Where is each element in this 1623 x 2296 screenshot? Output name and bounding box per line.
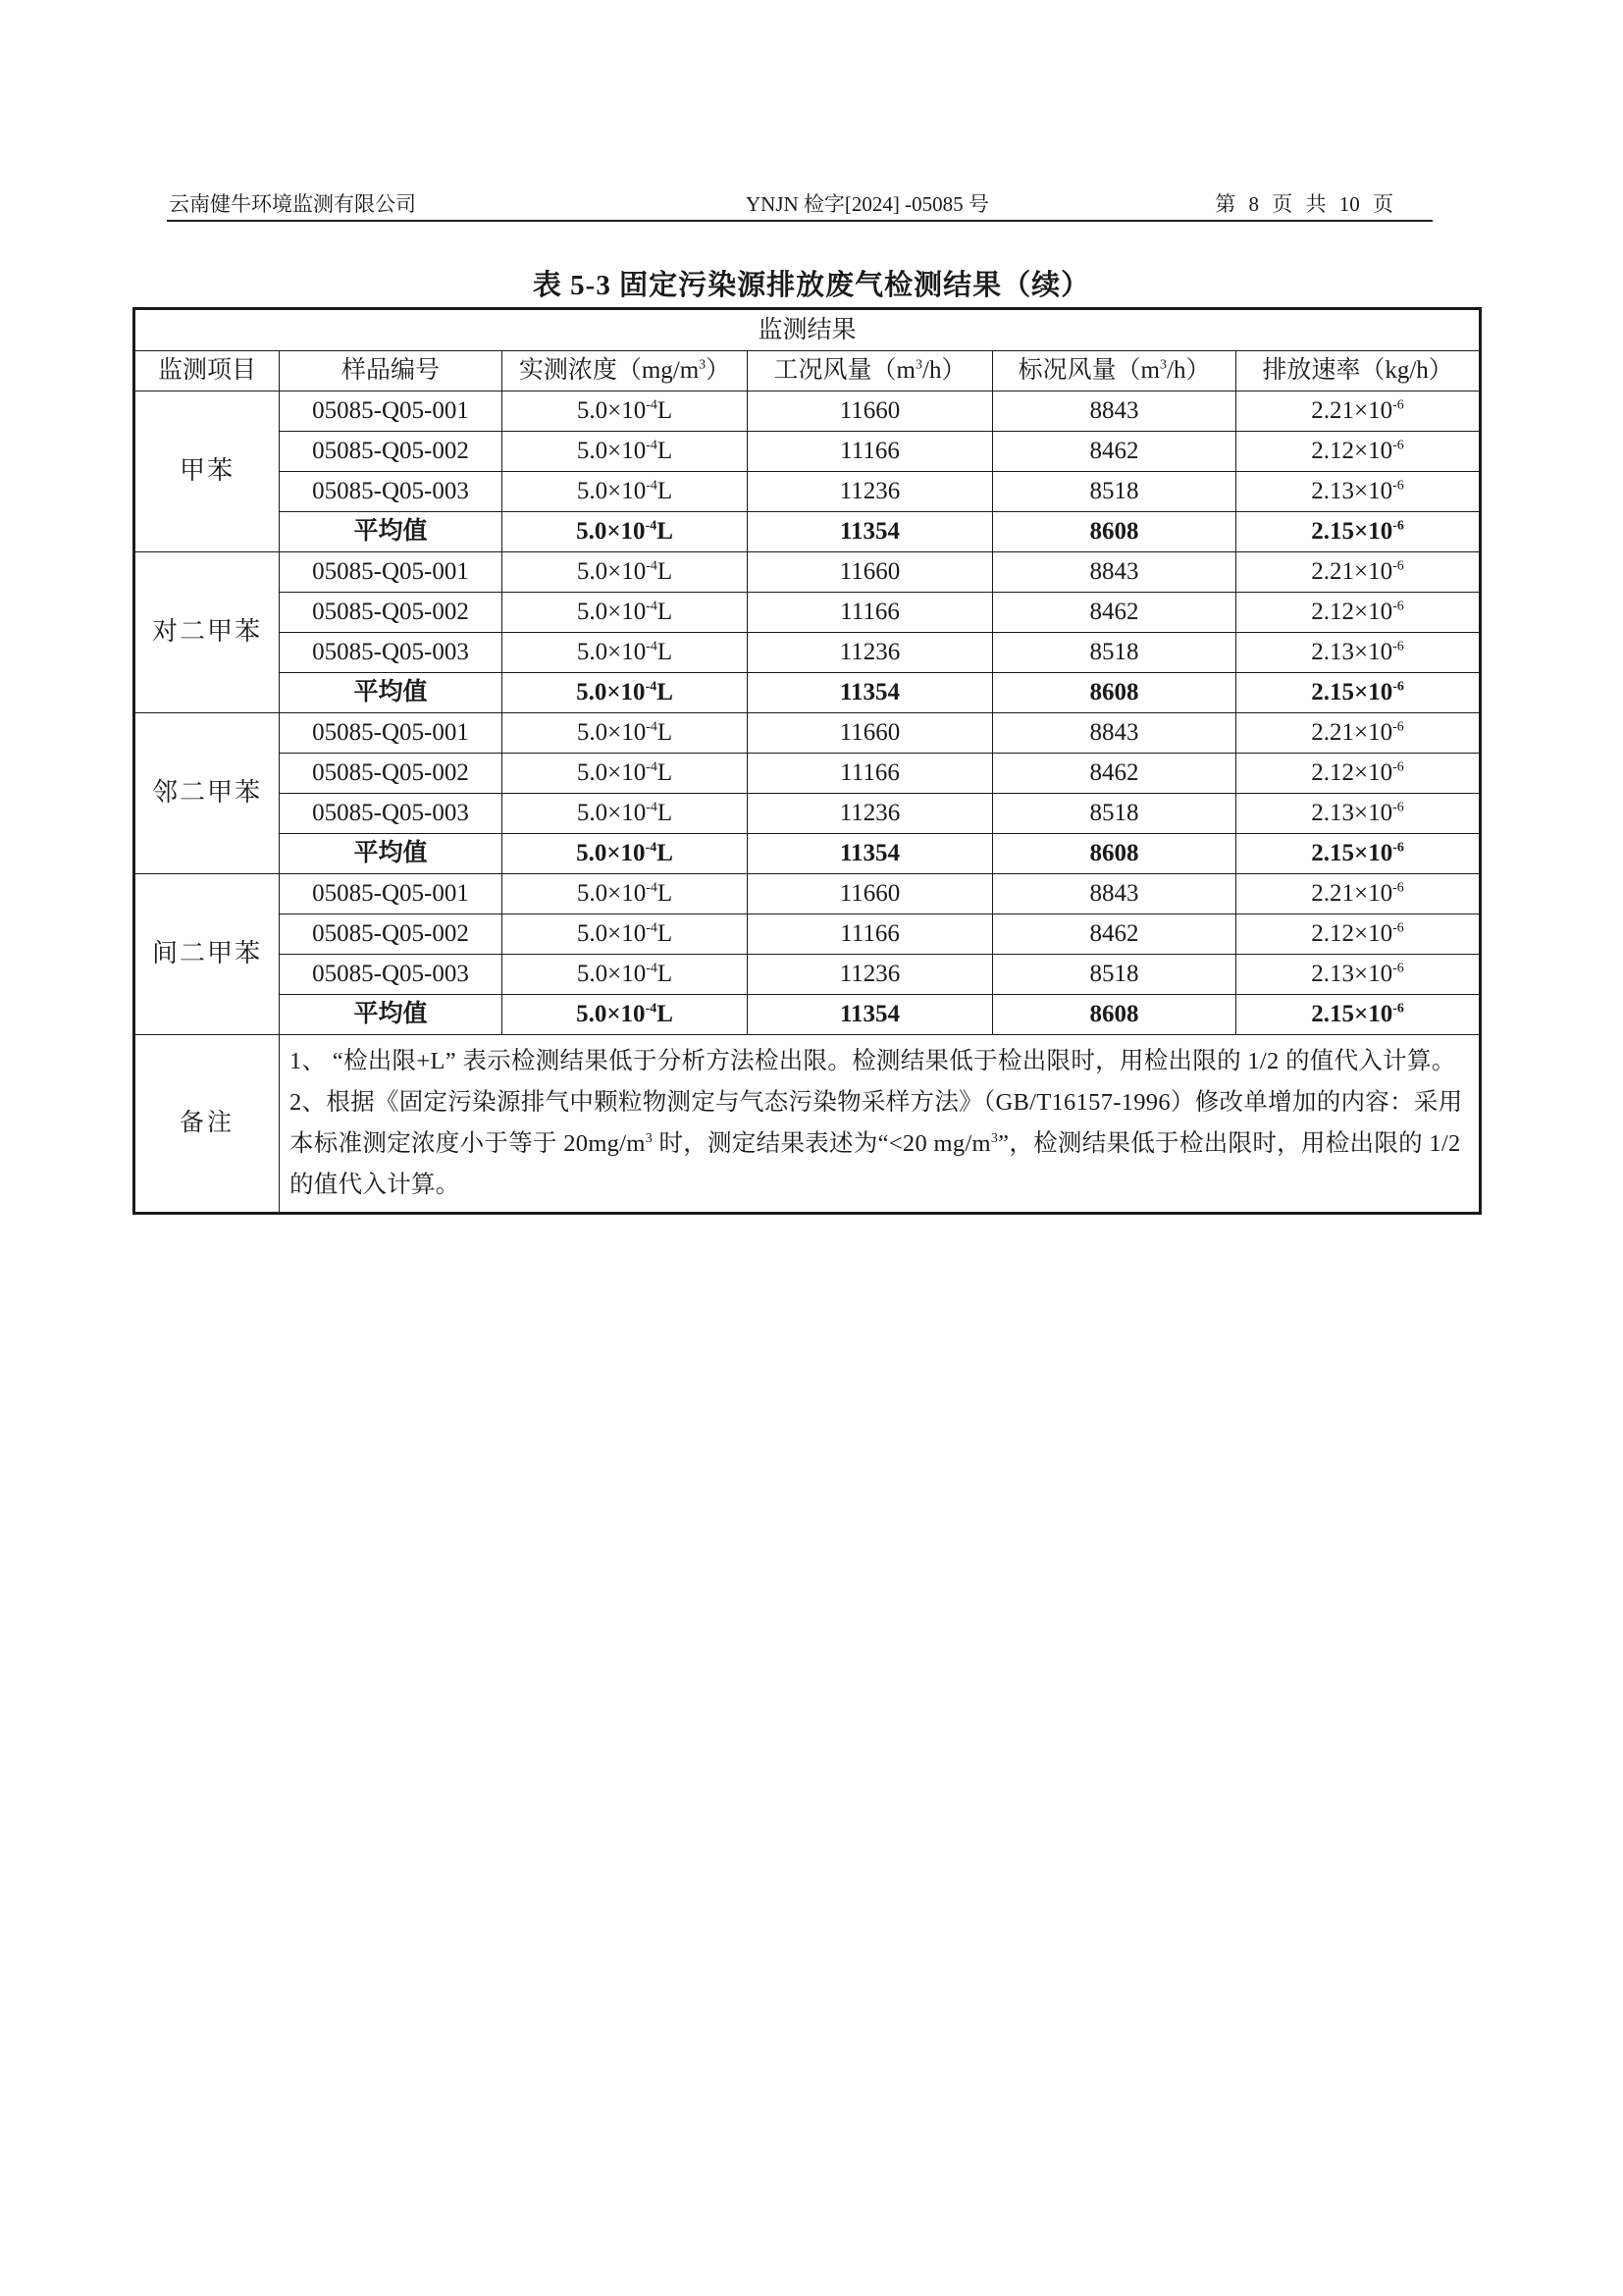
- document-number: YNJN 检字[2024] -05085 号: [746, 192, 989, 216]
- table-title: 表 5-3 固定污染源排放废气检测结果（续）: [532, 270, 1091, 301]
- std-flow-cell: 8518: [993, 794, 1236, 834]
- measured-conc-cell: $5.0\times 10^{-4}L$: [502, 633, 748, 673]
- std-flow-cell: 8843: [993, 713, 1236, 754]
- std-flow-cell: 8608: [993, 834, 1236, 874]
- monitoring-item-cell: 甲苯: [134, 391, 280, 552]
- work-flow-cell: 11354: [748, 512, 993, 552]
- sample-id-cell: 05085-Q05-002: [280, 432, 502, 472]
- emission-rate-cell: $2.15\times 10^{-6}$: [1236, 834, 1481, 874]
- measured-conc-cell: $5.0\times 10^{-4}L$: [502, 432, 748, 472]
- emission-rate-cell: $2.12\times 10^{-6}$: [1236, 593, 1481, 633]
- work-flow-cell: 11660: [748, 552, 993, 593]
- emission-rate-cell: $2.12\times 10^{-6}$: [1236, 914, 1481, 955]
- table-row: [134, 593, 1481, 633]
- std-flow-cell: 8608: [993, 512, 1236, 552]
- sample-id-cell: 05085-Q05-003: [280, 472, 502, 512]
- measured-conc-cell: $5.0\times 10^{-4}L$: [502, 955, 748, 995]
- emission-rate-cell: $2.13\times 10^{-6}$: [1236, 955, 1481, 995]
- sample-id-cell: 05085-Q05-002: [280, 593, 502, 633]
- page-number: 第 8 页 共 10 页: [1215, 192, 1393, 216]
- std-flow-cell: 8462: [993, 432, 1236, 472]
- table-row: [134, 794, 1481, 834]
- work-flow-cell: 11660: [748, 391, 993, 432]
- emission-rate-cell: $2.15\times 10^{-6}$: [1236, 995, 1481, 1035]
- table-row: [134, 391, 1481, 432]
- average-row: [134, 834, 1481, 874]
- sample-id-cell: 05085-Q05-002: [280, 914, 502, 955]
- average-row: [134, 673, 1481, 713]
- measured-conc-cell: $5.0\times 10^{-4}L$: [502, 391, 748, 432]
- work-flow-cell: 11166: [748, 593, 993, 633]
- emission-rate-cell: $2.21\times 10^{-6}$: [1236, 713, 1481, 754]
- std-flow-cell: 8843: [993, 552, 1236, 593]
- std-flow-cell: 8462: [993, 754, 1236, 794]
- sample-id-cell: 05085-Q05-001: [280, 552, 502, 593]
- work-flow-cell: 11354: [748, 834, 993, 874]
- work-flow-cell: 11236: [748, 955, 993, 995]
- work-flow-cell: 11166: [748, 754, 993, 794]
- table-row: [134, 552, 1481, 593]
- measured-conc-cell: $5.0\times 10^{-4}L$: [502, 673, 748, 713]
- measured-conc-cell: $5.0\times 10^{-4}L$: [502, 713, 748, 754]
- emission-rate-cell: $2.12\times 10^{-6}$: [1236, 754, 1481, 794]
- std-flow-cell: 8518: [993, 472, 1236, 512]
- std-flow-cell: 8608: [993, 995, 1236, 1035]
- sample-id-cell: 05085-Q05-002: [280, 754, 502, 794]
- notes-row: [134, 1035, 1481, 1214]
- measured-conc-cell: $5.0\times 10^{-4}L$: [502, 552, 748, 593]
- measured-conc-cell: $5.0\times 10^{-4}L$: [502, 874, 748, 914]
- emission-rate-cell: $2.15\times 10^{-6}$: [1236, 673, 1481, 713]
- table-row: [134, 874, 1481, 914]
- measured-conc-cell: $5.0\times 10^{-4}L$: [502, 472, 748, 512]
- monitoring-item-cell: 间二甲苯: [134, 874, 280, 1035]
- table-row: [134, 914, 1481, 955]
- measured-conc-cell: $5.0\times 10^{-4}L$: [502, 593, 748, 633]
- average-label-cell: 平均值: [280, 995, 502, 1035]
- average-row: [134, 512, 1481, 552]
- emission-rate-cell: $2.13\times 10^{-6}$: [1236, 633, 1481, 673]
- results-table: [132, 307, 1482, 1215]
- monitoring-item-cell: 对二甲苯: [134, 552, 280, 713]
- work-flow-cell: 11236: [748, 794, 993, 834]
- table-row: [134, 633, 1481, 673]
- measured-conc-cell: $5.0\times 10^{-4}L$: [502, 834, 748, 874]
- std-flow-cell: 8462: [993, 593, 1236, 633]
- col-header-std-flow: 标况风量$(m^3/h)$: [993, 351, 1236, 391]
- col-header-item: 监测项目: [134, 351, 280, 391]
- emission-rate-cell: $2.12\times 10^{-6}$: [1236, 432, 1481, 472]
- sample-id-cell: 05085-Q05-001: [280, 391, 502, 432]
- average-row: [134, 995, 1481, 1035]
- work-flow-cell: 11354: [748, 673, 993, 713]
- std-flow-cell: 8518: [993, 633, 1236, 673]
- table-row: [134, 472, 1481, 512]
- page-header: [167, 192, 1433, 222]
- table-row: [134, 754, 1481, 794]
- work-flow-cell: 11660: [748, 874, 993, 914]
- measured-conc-cell: $5.0\times 10^{-4}L$: [502, 794, 748, 834]
- std-flow-cell: 8843: [993, 874, 1236, 914]
- std-flow-cell: 8843: [993, 391, 1236, 432]
- measured-conc-cell: $5.0\times 10^{-4}L$: [502, 995, 748, 1035]
- work-flow-cell: 11236: [748, 472, 993, 512]
- monitoring-item-cell: 邻二甲苯: [134, 713, 280, 874]
- measured-conc-cell: $5.0\times 10^{-4}L$: [502, 914, 748, 955]
- average-label-cell: 平均值: [280, 834, 502, 874]
- work-flow-cell: 11166: [748, 432, 993, 472]
- table-row: [134, 432, 1481, 472]
- table-section-title-row: [134, 309, 1481, 351]
- work-flow-cell: 11354: [748, 995, 993, 1035]
- emission-rate-cell: $2.21\times 10^{-6}$: [1236, 552, 1481, 593]
- emission-rate-cell: $2.13\times 10^{-6}$: [1236, 472, 1481, 512]
- work-flow-cell: 11660: [748, 713, 993, 754]
- sample-id-cell: 05085-Q05-003: [280, 794, 502, 834]
- sample-id-cell: 05085-Q05-001: [280, 713, 502, 754]
- col-header-sample-id: 样品编号: [280, 351, 502, 391]
- average-label-cell: 平均值: [280, 673, 502, 713]
- std-flow-cell: 8608: [993, 673, 1236, 713]
- col-header-work-flow: 工况风量$(m^3/h)$: [748, 351, 993, 391]
- emission-rate-cell: $2.15\times 10^{-6}$: [1236, 512, 1481, 552]
- col-header-emission-rate: 排放速率（kg/h）: [1236, 351, 1481, 391]
- emission-rate-cell: $2.21\times 10^{-6}$: [1236, 874, 1481, 914]
- measured-conc-cell: $5.0\times 10^{-4}L$: [502, 754, 748, 794]
- notes-label: 备注: [134, 1035, 280, 1214]
- table-row: [134, 713, 1481, 754]
- company-name: 云南健牛环境监测有限公司: [169, 192, 416, 216]
- work-flow-cell: 11166: [748, 914, 993, 955]
- table-row: [134, 955, 1481, 995]
- average-label-cell: 平均值: [280, 512, 502, 552]
- column-header-row: [134, 351, 1481, 391]
- sample-id-cell: 05085-Q05-003: [280, 955, 502, 995]
- std-flow-cell: 8462: [993, 914, 1236, 955]
- emission-rate-cell: $2.21\times 10^{-6}$: [1236, 391, 1481, 432]
- std-flow-cell: 8518: [993, 955, 1236, 995]
- measured-conc-cell: $5.0\times 10^{-4}L$: [502, 512, 748, 552]
- sample-id-cell: 05085-Q05-001: [280, 874, 502, 914]
- work-flow-cell: 11236: [748, 633, 993, 673]
- col-header-measured-conc: 实测浓度$(mg/m^3)$: [502, 351, 748, 391]
- sample-id-cell: 05085-Q05-003: [280, 633, 502, 673]
- emission-rate-cell: $2.13\times 10^{-6}$: [1236, 794, 1481, 834]
- section-title: 监测结果: [134, 309, 1481, 351]
- notes-text: 1、 “检出限+L” 表示检测结果低于分析方法检出限。检测结果低于检出限时，用检出限的 1/2 的值代入计算。2、根据《固定污染源排气中颗粒物测定与气态污染物采样方法》（GB/T16157-1996）修改单增加的内容：采用本标准测定浓度小于等于 $20mg/m^3$ 时，测定结果表述为“<20 $mg/m^3$”，检测结果低于检出限时，用检出限的 1/2 的值代入计算。: [280, 1035, 1481, 1214]
